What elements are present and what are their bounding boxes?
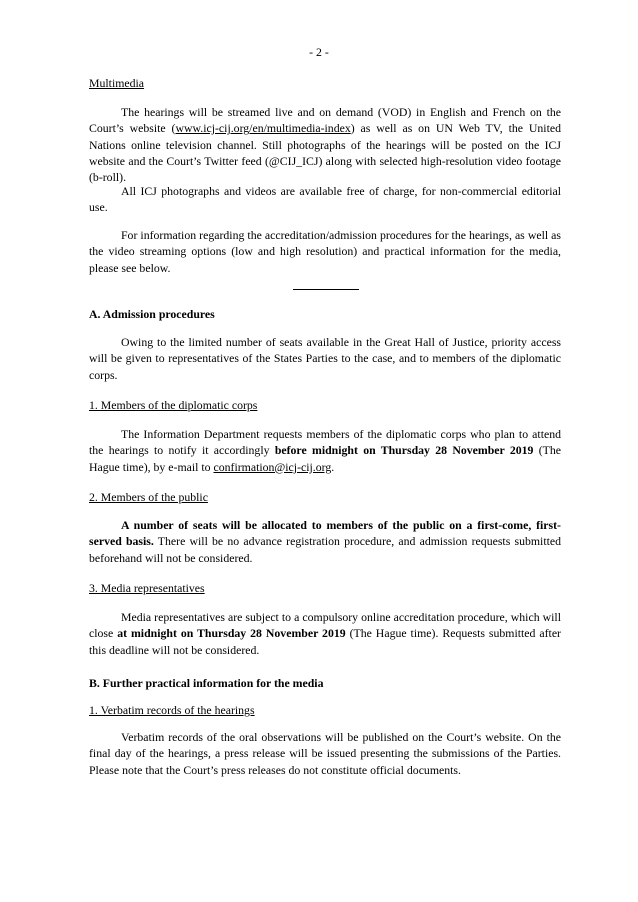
- section-divider: [293, 289, 359, 290]
- multimedia-index-link[interactable]: www.icj-cij.org/en/multimedia-index: [175, 121, 351, 136]
- verbatim-records-heading: 1. Verbatim records of the hearings: [89, 703, 255, 717]
- diplomatic-deadline: before midnight on Thursday 28 November 2019: [274, 443, 534, 458]
- public-seats-notice: A number of seats will be allocated to members of the public on a first-come, first-served basis.: [89, 518, 561, 549]
- multimedia-p1-text-1: The hearings will be streamed live and on demand (VOD) in English and French on the Court’s website (: [89, 105, 561, 136]
- media-text-1: Media representatives are subject to a compulsory online accreditation procedure, which will close: [89, 610, 561, 641]
- multimedia-paragraph-3: For information regarding the accreditation/admission procedures for the hearings, as well as the video streaming options (low and high resolution) and practical information for the media, please see below.: [89, 228, 561, 275]
- media-representatives-paragraph: [89, 609, 561, 658]
- diplomatic-text-2: (The Hague time), by e-mail to: [89, 443, 562, 474]
- media-representatives-heading: 3. Media representatives: [89, 581, 205, 595]
- public-heading: 2. Members of the public: [89, 490, 208, 504]
- confirmation-email-link[interactable]: confirmation@icj-cij.org: [213, 459, 332, 474]
- diplomatic-corps-paragraph: [89, 426, 561, 475]
- media-text-2: (The Hague time). Requests submitted after this deadline will not be considered.: [89, 626, 561, 657]
- multimedia-heading: Multimedia: [89, 76, 145, 90]
- public-paragraph: [89, 517, 561, 566]
- verbatim-records-paragraph: Verbatim records of the oral observations will be published on the Court’s website. On the final day of the hearings, a press release will be issued presenting the submissions of the Parties. Please note that the Court’s press releases do not constitute official documents.: [89, 730, 561, 777]
- section-a-intro: Owing to the limited number of seats available in the Great Hall of Justice, priority access will be given to representatives of the States Parties to the case, and to members of the diplomatic corps.: [89, 335, 561, 382]
- multimedia-paragraph-1: [89, 104, 561, 185]
- media-deadline: at midnight on Thursday 28 November 2019: [117, 626, 346, 641]
- multimedia-p1-text-2: ) as well as on UN Web TV, the United Nations online television channel. Still photographs of the hearings will be posted on the ICJ website and the Court’s Twitter feed (@CIJ_ICJ) along with selected high-resolution video footage (b-roll).: [89, 121, 561, 185]
- section-b-heading: B. Further practical information for the media: [89, 676, 324, 690]
- public-text-1: There will be no advance registration procedure, and admission requests submitted beforehand will not be considered.: [89, 534, 562, 565]
- diplomatic-corps-heading: 1. Members of the diplomatic corps: [89, 398, 258, 412]
- section-a-heading: A. Admission procedures: [89, 307, 215, 321]
- page-number: - 2 -: [309, 45, 329, 59]
- diplomatic-text-1: The Information Department requests members of the diplomatic corps who plan to attend the hearings to notify it accordingly: [89, 427, 561, 458]
- multimedia-paragraph-2: All ICJ photographs and videos are available free of charge, for non-commercial editorial use.: [89, 184, 561, 215]
- diplomatic-text-3: .: [331, 459, 335, 474]
